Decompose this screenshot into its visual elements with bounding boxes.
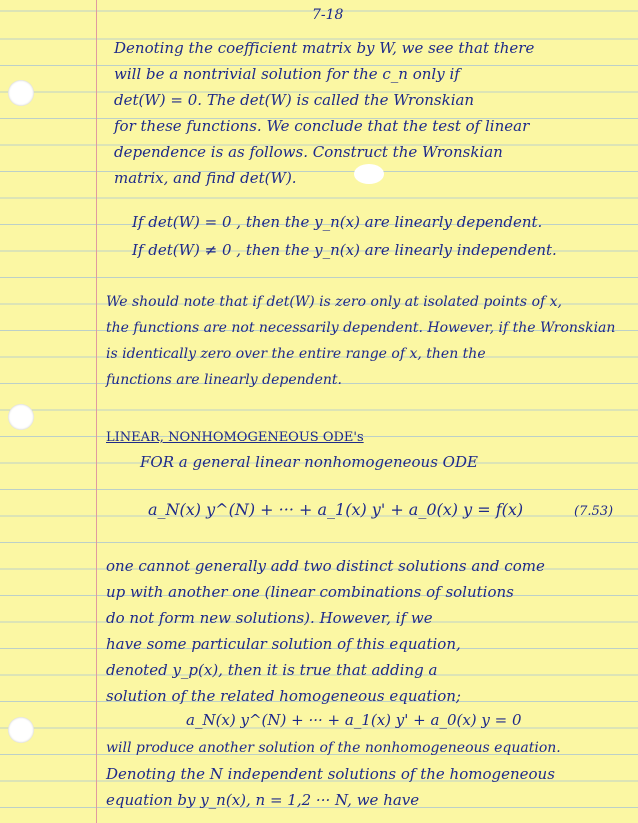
text-line: up with another one (linear combinations of solutions [106, 583, 514, 601]
homogeneous-equation: a_N(x) y^(N) + ··· + a_1(x) y' + a_0(x) y = 0 [186, 711, 522, 729]
section-heading: LINEAR, NONHOMOGENEOUS ODE's [106, 430, 364, 445]
text-line: is identically zero over the entire range of x, then the [106, 346, 486, 362]
punch-hole-bottom [8, 717, 34, 743]
text-line: have some particular solution of this equation, [106, 635, 461, 653]
correction-mark [354, 164, 384, 184]
text-line: will be a nontrivial solution for the c_n only if [114, 65, 460, 83]
text-line: denoted y_p(x), then it is true that adding a [106, 661, 438, 679]
margin-line [96, 0, 97, 823]
text-line: dependence is as follows. Construct the Wronskian [114, 143, 503, 161]
text-line: Denoting the N independent solutions of the homogeneous [106, 765, 555, 783]
equation-7-53: a_N(x) y^(N) + ··· + a_1(x) y' + a_0(x) y = f(x) [148, 500, 524, 519]
text-line: If det(W) = 0 , then the y_n(x) are linearly dependent. [132, 213, 543, 231]
text-line: the functions are not necessarily dependent. However, if the Wronskian [106, 320, 616, 336]
punch-hole-middle [8, 404, 34, 430]
text-line: matrix, and find det(W). [114, 169, 297, 187]
punch-hole-top [8, 80, 34, 106]
text-line: det(W) = 0. The det(W) is called the Wronskian [114, 91, 475, 109]
text-line: equation by y_n(x), n = 1,2 ··· N, we have [106, 791, 420, 809]
text-line: will produce another solution of the nonhomogeneous equation. [106, 740, 561, 756]
text-line: one cannot generally add two distinct solutions and come [106, 557, 545, 575]
page-number: 7-18 [312, 7, 344, 23]
text-line: Denoting the coefficient matrix by W, we see that there [114, 39, 535, 57]
text-line: If det(W) ≠ 0 , then the y_n(x) are linearly independent. [132, 241, 557, 259]
text-line: We should note that if det(W) is zero only at isolated points of x, [106, 294, 562, 310]
text-line: solution of the related homogeneous equation; [106, 687, 461, 705]
equation-number: (7.53) [574, 504, 614, 519]
text-line: for these functions. We conclude that the test of linear [114, 117, 530, 135]
text-line: FOR a general linear nonhomogeneous ODE [140, 453, 478, 471]
text-line: functions are linearly dependent. [106, 372, 342, 388]
text-line: do not form new solutions). However, if we [106, 609, 433, 627]
